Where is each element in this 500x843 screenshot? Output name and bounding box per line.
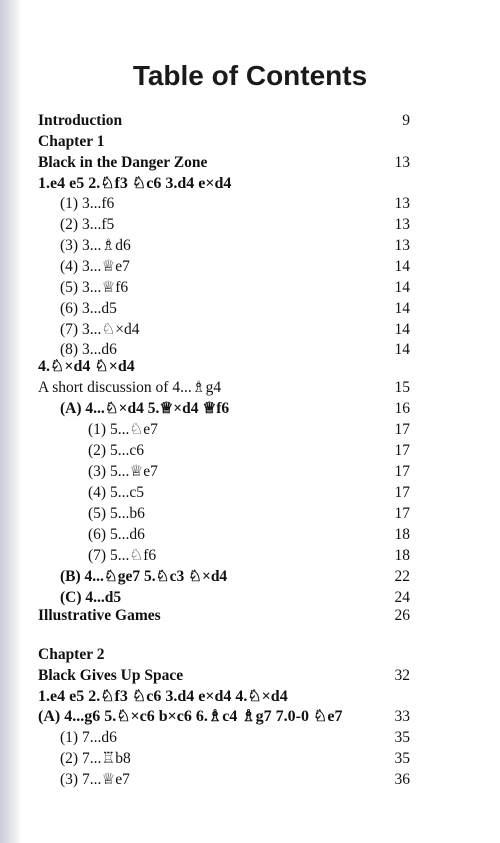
toc-entry-page: 16 xyxy=(394,400,410,417)
toc-entry-page: 32 xyxy=(394,667,410,684)
toc-entry-label: (8) 3...d6 xyxy=(60,341,117,358)
toc-entry-label: (1) 3...f6 xyxy=(60,195,115,212)
toc-entry-label: (A) 4...♘×d4 5.♕×d4 ♕f6 xyxy=(60,400,230,417)
toc-entry-label: (7) 5...♘f6 xyxy=(88,547,157,564)
toc-entry xyxy=(38,356,410,377)
toc-entry xyxy=(38,605,410,626)
toc-entry xyxy=(60,319,410,340)
toc-entry-page: 17 xyxy=(394,442,410,459)
toc-entry-label: (3) 3...♗d6 xyxy=(60,237,131,254)
toc-entry-page: 17 xyxy=(394,421,410,438)
toc-entry-label: Chapter 1 xyxy=(38,133,105,150)
toc-entry-label: (5) 3...♕f6 xyxy=(60,279,129,296)
toc-entry xyxy=(38,173,410,194)
toc-entry-page: 13 xyxy=(394,216,410,233)
toc-entry xyxy=(60,193,410,214)
toc-entry-label: (2) 7...♖b8 xyxy=(60,750,131,767)
toc-entry-page: 14 xyxy=(394,341,410,358)
toc-entry-page: 14 xyxy=(394,279,410,296)
toc-entry-page: 14 xyxy=(394,300,410,317)
page-edge-shadow xyxy=(0,0,22,843)
toc-entry-label: 1.e4 e5 2.♘f3 ♘c6 3.d4 e×d4 xyxy=(38,175,232,192)
toc-entry-page: 18 xyxy=(394,526,410,543)
toc-entry-page: 17 xyxy=(394,505,410,522)
toc-entry xyxy=(38,131,410,152)
toc-entry-label: 1.e4 e5 2.♘f3 ♘c6 3.d4 e×d4 4.♘×d4 xyxy=(38,688,288,705)
toc-entry xyxy=(60,235,410,256)
toc-entry-page: 26 xyxy=(394,607,410,624)
toc-entry-label: (4) 5...c5 xyxy=(88,484,144,501)
toc-entry xyxy=(60,256,410,277)
toc-entry-label: (4) 3...♕e7 xyxy=(60,258,130,275)
toc-entry-label: (1) 5...♘e7 xyxy=(88,421,158,438)
toc-entry-page: 35 xyxy=(394,750,410,767)
toc-entry-label: (B) 4...♘ge7 5.♘c3 ♘×d4 xyxy=(60,568,228,585)
toc-entry xyxy=(60,727,410,748)
toc-entry-page: 17 xyxy=(394,463,410,480)
toc-entry-page: 14 xyxy=(394,321,410,338)
toc-entry-page: 35 xyxy=(394,729,410,746)
toc-entry-page: 14 xyxy=(394,258,410,275)
toc-entry-label: (3) 7...♕e7 xyxy=(60,771,130,788)
toc-entry-page: 36 xyxy=(394,771,410,788)
toc-entry-label: (C) 4...d5 xyxy=(60,589,122,606)
toc-entry-label: 4.♘×d4 ♘×d4 xyxy=(38,358,135,375)
toc-entry xyxy=(88,545,410,566)
toc-entry xyxy=(38,110,410,131)
toc-entry-page: 17 xyxy=(394,484,410,501)
toc-entry-page: 13 xyxy=(394,154,410,171)
toc-entry-label: (2) 5...c6 xyxy=(88,442,144,459)
page-title: Table of Contents xyxy=(132,60,368,91)
toc-entry-label: (A) 4...g6 5.♘×c6 b×c6 6.♗c4 ♗g7 7.0-0 ♘e7 xyxy=(38,708,343,725)
toc-entry xyxy=(38,665,410,686)
toc-entry xyxy=(88,461,410,482)
toc-entry xyxy=(60,214,410,235)
toc-entry-label: Chapter 2 xyxy=(38,646,105,663)
toc-entry xyxy=(60,748,410,769)
toc-entry-page: 13 xyxy=(394,195,410,212)
toc-entry xyxy=(60,566,410,587)
toc-entry-label: Black in the Danger Zone xyxy=(38,154,208,171)
toc-entry xyxy=(38,706,410,727)
toc-entry xyxy=(88,482,410,503)
toc-entry xyxy=(88,503,410,524)
toc-entry xyxy=(60,277,410,298)
toc-entry-label: A short discussion of 4...♗g4 xyxy=(38,379,222,396)
toc-entry-label: (7) 3...♘×d4 xyxy=(60,321,140,338)
toc-entry xyxy=(38,686,410,707)
toc-entry-label: Introduction xyxy=(38,112,123,129)
toc-entry xyxy=(60,398,410,419)
toc-entry-page: 18 xyxy=(394,547,410,564)
toc-entry-page: 9 xyxy=(402,112,410,129)
toc-entry-page: 33 xyxy=(394,708,410,725)
toc-entry xyxy=(38,152,410,173)
toc-entry xyxy=(60,769,410,790)
toc-entry-label: (6) 5...d6 xyxy=(88,526,145,543)
toc-entry-page: 13 xyxy=(394,237,410,254)
toc-entry-label: (3) 5...♕e7 xyxy=(88,463,158,480)
toc-entry-page: 15 xyxy=(394,379,410,396)
toc-entry-label: (1) 7...d6 xyxy=(60,729,117,746)
toc-entry xyxy=(88,524,410,545)
toc-entry xyxy=(38,644,410,665)
toc-entry-label: (5) 5...b6 xyxy=(88,505,145,522)
toc-entry-label: Illustrative Games xyxy=(38,607,161,624)
toc-entry-label: Black Gives Up Space xyxy=(38,667,184,684)
toc-entry-page: 24 xyxy=(394,589,410,606)
toc-entry xyxy=(60,298,410,319)
toc-entry xyxy=(38,377,410,398)
toc-entry-page: 22 xyxy=(394,568,410,585)
toc-entry xyxy=(88,440,410,461)
toc-entry-label: (6) 3...d5 xyxy=(60,300,117,317)
toc-entry xyxy=(88,419,410,440)
toc-entry-label: (2) 3...f5 xyxy=(60,216,115,233)
